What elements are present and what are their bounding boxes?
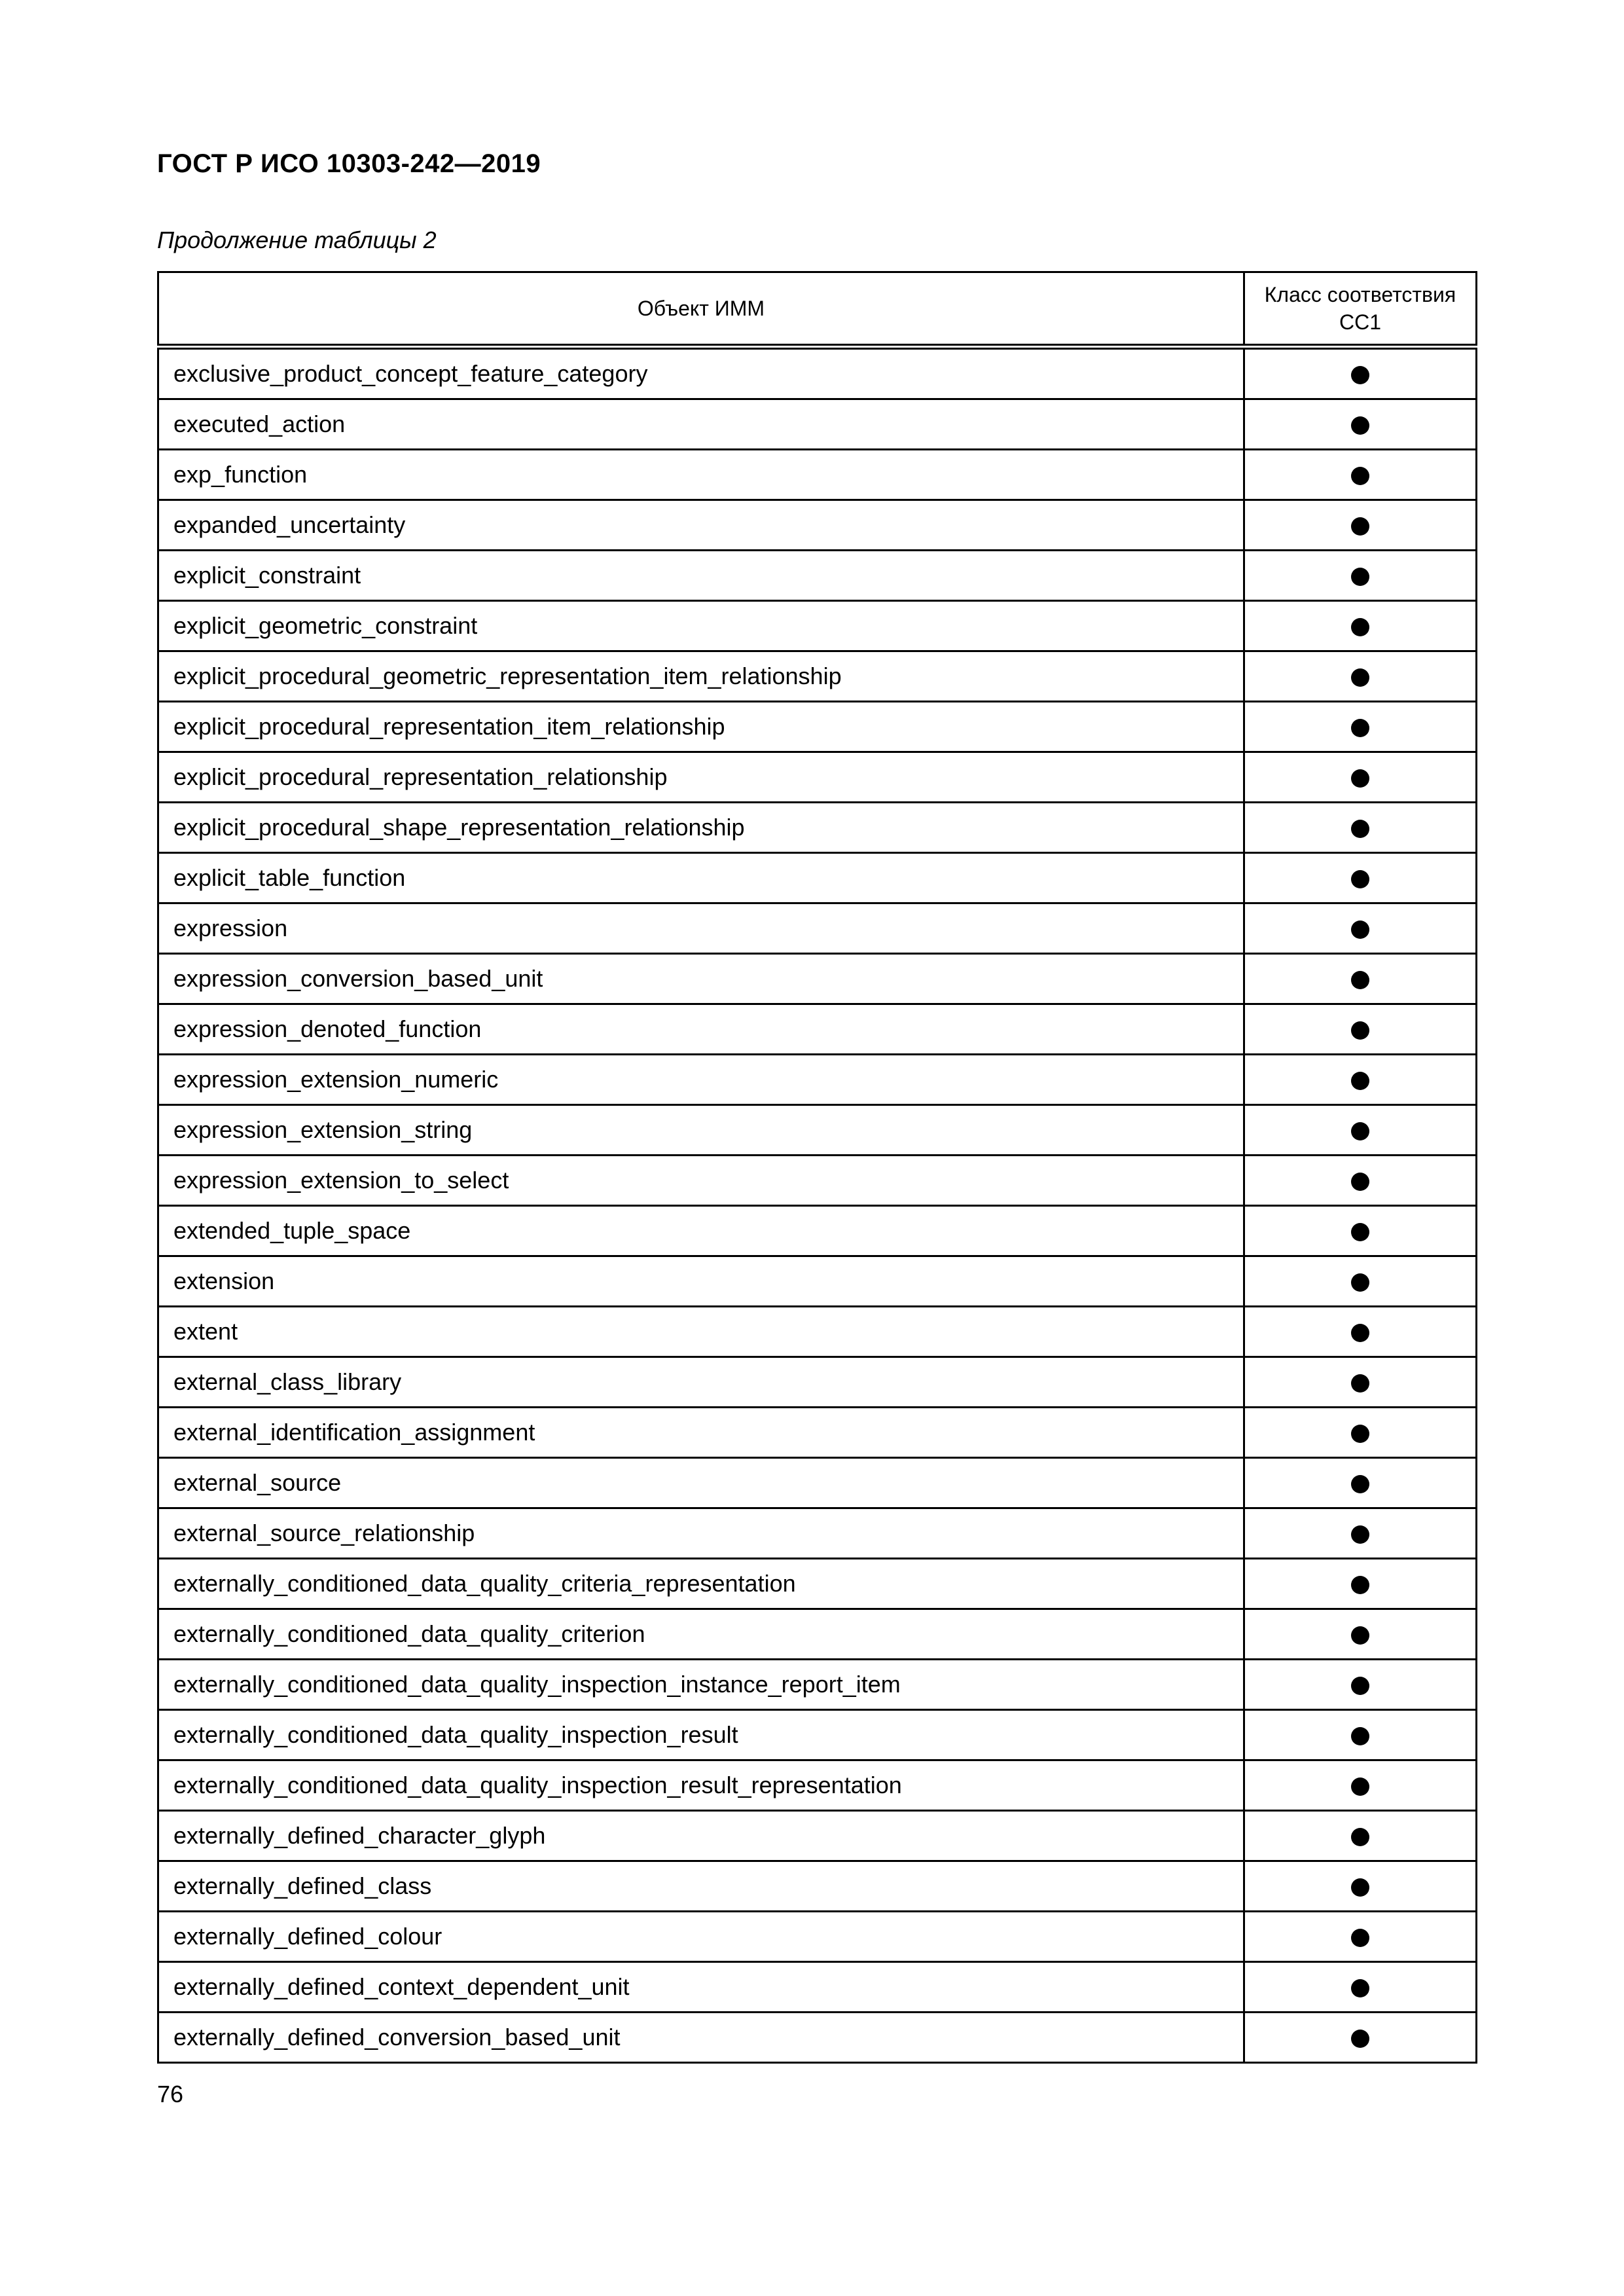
object-name-cell: extension — [158, 1256, 1244, 1307]
cc1-cell — [1244, 1811, 1477, 1861]
cc1-cell — [1244, 399, 1477, 450]
cc1-cell — [1244, 1156, 1477, 1206]
cc1-cell — [1244, 1458, 1477, 1508]
filled-circle-icon — [1351, 1677, 1369, 1695]
filled-circle-icon — [1351, 1223, 1369, 1241]
object-name-cell: externally_defined_conversion_based_unit — [158, 2013, 1244, 2063]
table-row — [158, 1458, 1477, 1508]
filled-circle-icon — [1351, 1525, 1369, 1544]
table-row — [158, 1861, 1477, 1912]
table-row — [158, 651, 1477, 702]
table-row — [158, 853, 1477, 903]
filled-circle-icon — [1351, 820, 1369, 838]
filled-circle-icon — [1351, 517, 1369, 536]
object-name-cell: externally_conditioned_data_quality_inspection_instance_report_item — [158, 1660, 1244, 1710]
table-row — [158, 399, 1477, 450]
table-row — [158, 1660, 1477, 1710]
object-name-cell: expression_denoted_function — [158, 1004, 1244, 1055]
cc1-cell — [1244, 1710, 1477, 1760]
object-name-cell: expression_conversion_based_unit — [158, 954, 1244, 1004]
cc1-cell — [1244, 1962, 1477, 2013]
cc1-cell — [1244, 1609, 1477, 1660]
object-name-cell: externally_defined_class — [158, 1861, 1244, 1912]
table-row — [158, 1105, 1477, 1156]
table-row — [158, 1962, 1477, 2013]
cc1-cell — [1244, 1256, 1477, 1307]
object-name-cell: expression — [158, 903, 1244, 954]
cc1-cell — [1244, 1861, 1477, 1912]
column-header-conformance-class — [1244, 272, 1477, 347]
filled-circle-icon — [1351, 1273, 1369, 1292]
table-row — [158, 803, 1477, 853]
object-name-cell: explicit_procedural_shape_representation_relationship — [158, 803, 1244, 853]
cc1-cell — [1244, 450, 1477, 500]
filled-circle-icon — [1351, 920, 1369, 939]
filled-circle-icon — [1351, 416, 1369, 435]
filled-circle-icon — [1351, 1828, 1369, 1846]
table-row — [158, 1055, 1477, 1105]
filled-circle-icon — [1351, 1374, 1369, 1393]
table-row — [158, 1408, 1477, 1458]
table-row — [158, 551, 1477, 601]
table-row — [158, 752, 1477, 803]
cc1-cell — [1244, 2013, 1477, 2063]
object-name-cell: expression_extension_to_select — [158, 1156, 1244, 1206]
filled-circle-icon — [1351, 467, 1369, 485]
table-row — [158, 702, 1477, 752]
object-name-cell: external_source_relationship — [158, 1508, 1244, 1559]
cc1-cell — [1244, 1055, 1477, 1105]
cc1-cell — [1244, 551, 1477, 601]
filled-circle-icon — [1351, 568, 1369, 586]
cc1-cell — [1244, 651, 1477, 702]
filled-circle-icon — [1351, 1425, 1369, 1443]
table-row — [158, 500, 1477, 551]
object-name-cell: explicit_procedural_representation_item_relationship — [158, 702, 1244, 752]
cc1-cell — [1244, 601, 1477, 651]
cc1-cell — [1244, 1912, 1477, 1962]
cc1-cell — [1244, 1508, 1477, 1559]
object-name-cell: explicit_geometric_constraint — [158, 601, 1244, 651]
table-row — [158, 1206, 1477, 1256]
table-row — [158, 1811, 1477, 1861]
filled-circle-icon — [1351, 1122, 1369, 1140]
table-row — [158, 601, 1477, 651]
object-name-cell: expression_extension_string — [158, 1105, 1244, 1156]
filled-circle-icon — [1351, 1173, 1369, 1191]
cc1-cell — [1244, 1559, 1477, 1609]
table-row — [158, 450, 1477, 500]
table-header-row — [158, 272, 1477, 347]
conformance-table — [157, 271, 1477, 2064]
cc1-cell — [1244, 500, 1477, 551]
filled-circle-icon — [1351, 870, 1369, 888]
table-row — [158, 1307, 1477, 1357]
column-header-cc1-label: CC1 — [1339, 310, 1381, 334]
filled-circle-icon — [1351, 668, 1369, 687]
filled-circle-icon — [1351, 366, 1369, 384]
object-name-cell: exclusive_product_concept_feature_category — [158, 347, 1244, 399]
object-name-cell: explicit_procedural_representation_relationship — [158, 752, 1244, 803]
cc1-cell — [1244, 1357, 1477, 1408]
table-row — [158, 954, 1477, 1004]
object-name-cell: external_identification_assignment — [158, 1408, 1244, 1458]
filled-circle-icon — [1351, 1021, 1369, 1040]
cc1-cell — [1244, 1660, 1477, 1710]
object-name-cell: externally_defined_character_glyph — [158, 1811, 1244, 1861]
cc1-cell — [1244, 752, 1477, 803]
object-name-cell: externally_conditioned_data_quality_inspection_result — [158, 1710, 1244, 1760]
object-name-cell: external_class_library — [158, 1357, 1244, 1408]
filled-circle-icon — [1351, 719, 1369, 737]
filled-circle-icon — [1351, 1929, 1369, 1947]
table-row — [158, 347, 1477, 399]
cc1-cell — [1244, 1004, 1477, 1055]
object-name-cell: externally_conditioned_data_quality_criteria_representation — [158, 1559, 1244, 1609]
table-continuation-caption: Продолжение таблицы 2 — [157, 227, 437, 253]
filled-circle-icon — [1351, 1072, 1369, 1090]
column-header-object: Объект ИММ — [158, 272, 1244, 347]
filled-circle-icon — [1351, 1475, 1369, 1493]
table-row — [158, 1004, 1477, 1055]
object-name-cell: expression_extension_numeric — [158, 1055, 1244, 1105]
document-title: ГОСТ Р ИСО 10303-242—2019 — [157, 149, 541, 178]
cc1-cell — [1244, 347, 1477, 399]
cc1-cell — [1244, 1307, 1477, 1357]
cc1-cell — [1244, 1105, 1477, 1156]
object-name-cell: externally_conditioned_data_quality_inspection_result_representation — [158, 1760, 1244, 1811]
object-name-cell: extent — [158, 1307, 1244, 1357]
filled-circle-icon — [1351, 1777, 1369, 1796]
page-number: 76 — [157, 2081, 184, 2107]
object-name-cell: executed_action — [158, 399, 1244, 450]
filled-circle-icon — [1351, 1727, 1369, 1745]
object-name-cell: external_source — [158, 1458, 1244, 1508]
table-row — [158, 1710, 1477, 1760]
conformance-table-container — [157, 271, 1475, 2064]
table-row — [158, 1609, 1477, 1660]
object-name-cell: explicit_constraint — [158, 551, 1244, 601]
filled-circle-icon — [1351, 971, 1369, 989]
table-row — [158, 1912, 1477, 1962]
cc1-cell — [1244, 1760, 1477, 1811]
cc1-cell — [1244, 954, 1477, 1004]
table-body — [158, 347, 1477, 2063]
filled-circle-icon — [1351, 1576, 1369, 1594]
cc1-cell — [1244, 1206, 1477, 1256]
cc1-cell — [1244, 803, 1477, 853]
table-row — [158, 1357, 1477, 1408]
object-name-cell: expanded_uncertainty — [158, 500, 1244, 551]
filled-circle-icon — [1351, 2030, 1369, 2048]
filled-circle-icon — [1351, 769, 1369, 788]
filled-circle-icon — [1351, 1324, 1369, 1342]
table-row — [158, 1156, 1477, 1206]
filled-circle-icon — [1351, 1878, 1369, 1897]
table-row — [158, 1256, 1477, 1307]
cc1-cell — [1244, 1408, 1477, 1458]
filled-circle-icon — [1351, 618, 1369, 636]
filled-circle-icon — [1351, 1979, 1369, 1997]
table-row — [158, 903, 1477, 954]
object-name-cell: exp_function — [158, 450, 1244, 500]
table-row — [158, 1559, 1477, 1609]
filled-circle-icon — [1351, 1626, 1369, 1645]
object-name-cell: extended_tuple_space — [158, 1206, 1244, 1256]
object-name-cell: externally_defined_context_dependent_unit — [158, 1962, 1244, 2013]
cc1-cell — [1244, 702, 1477, 752]
object-name-cell: explicit_procedural_geometric_representation_item_relationship — [158, 651, 1244, 702]
table-row — [158, 1760, 1477, 1811]
table-row — [158, 2013, 1477, 2063]
object-name-cell: externally_defined_colour — [158, 1912, 1244, 1962]
object-name-cell: externally_conditioned_data_quality_criterion — [158, 1609, 1244, 1660]
column-header-class-label: Класс соответствия — [1264, 283, 1456, 306]
cc1-cell — [1244, 903, 1477, 954]
cc1-cell — [1244, 853, 1477, 903]
table-row — [158, 1508, 1477, 1559]
object-name-cell: explicit_table_function — [158, 853, 1244, 903]
